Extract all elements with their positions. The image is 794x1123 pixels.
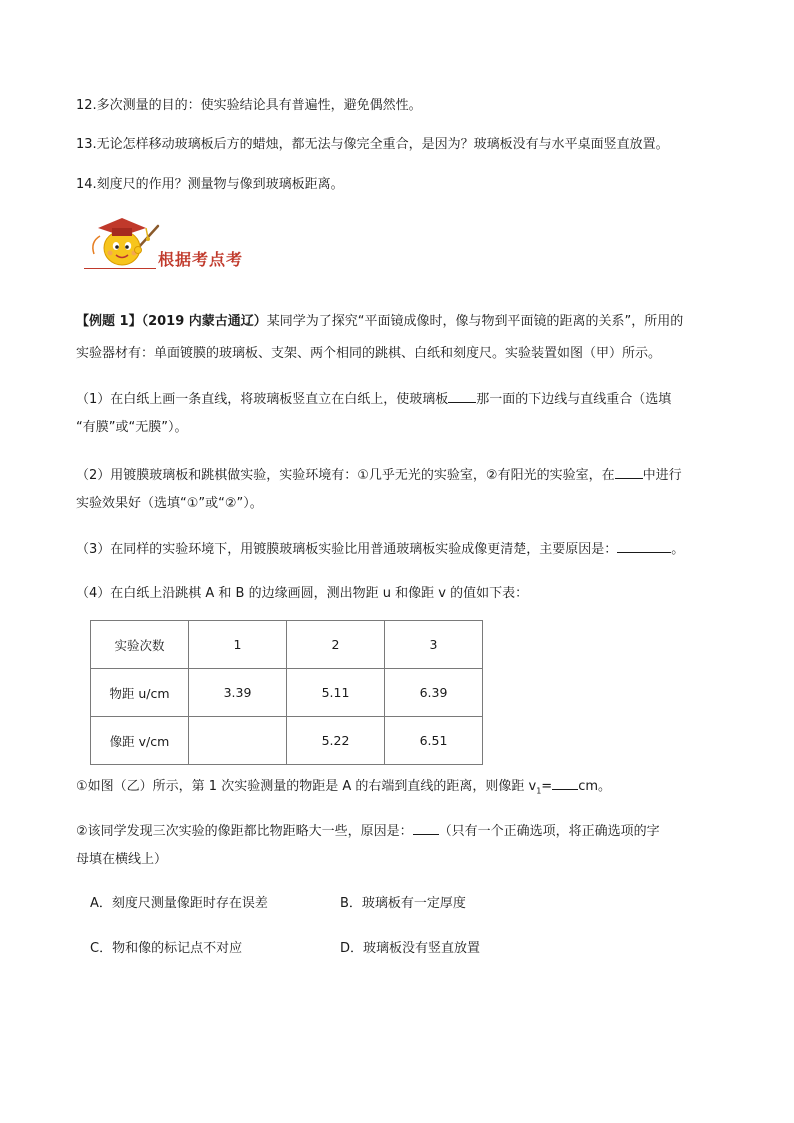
question-2-line-2: 实验效果好（选填“①”或“②”）。 [76,496,263,511]
table-cell: 6.51 [385,717,483,765]
example-intro-line-2: 实验器材有：单面镀膜的玻璃板、支架、两个相同的跳棋、白纸和刻度尺。实验装置如图（甲）所示。 [76,346,662,361]
option-d: D．玻璃板没有竖直放置 [340,941,481,956]
note-12: 12.多次测量的目的：使实验结论具有普遍性，避免偶然性。 [76,98,422,113]
question-1-text-b: 那一面的下边线与直线重合（选填 [476,392,672,407]
table-header-cell: 实验次数 [91,621,189,669]
table-cell [189,717,287,765]
subquestion-2-blank [413,821,439,835]
subquestion-2-line-2: 母填在横线上） [76,852,168,867]
question-2-blank [615,465,643,479]
table-cell: 5.22 [287,717,385,765]
example-source: （2019 内蒙古通辽） [141,314,267,329]
section-title: 根据考点考 [158,250,244,269]
subquestion-2-text-b: （只有一个正确选项，将正确选项的字 [438,824,660,839]
subquestion-1-text-b: = [541,779,553,794]
question-2-line-1 [76,465,682,485]
example-tag: 【例题 1】 [76,314,142,329]
table-row-label: 像距 v/cm [91,717,189,765]
question-1-line-2: “有膜”或“无膜”）。 [76,420,188,435]
question-3-line [76,539,684,559]
question-3-text-b: 。 [671,542,685,557]
table-row [91,717,483,765]
question-1-text-a: （1）在白纸上画一条直线，将玻璃板竖直立在白纸上，使玻璃板 [76,392,449,407]
example-intro-1: 某同学为了探究“平面镜成像时，像与物到平面镜的距离的关系”，所用的 [266,314,684,329]
note-14: 14.刻度尺的作用？测量物与像到玻璃板距离。 [76,177,344,192]
subquestion-2-text-a: ②该同学发现三次实验的像距都比物距略大一些，原因是： [76,824,413,839]
table-row [91,669,483,717]
note-13: 13.无论怎样移动玻璃板后方的蜡烛，都无法与像完全重合，是因为？玻璃板没有与水平桌面竖直放置。 [76,137,669,152]
table-header-cell: 3 [385,621,483,669]
question-3-blank [617,539,671,553]
subquestion-1-text-c: cm。 [578,779,611,794]
table-header-cell: 2 [287,621,385,669]
subquestion-1-text-a: ①如图（乙）所示，第 1 次实验测量的物距是 A 的右端到直线的距离，则像距 v [76,779,537,794]
question-1-line-1 [76,389,671,409]
question-1-blank [448,389,476,403]
question-2-text-a: （2）用镀膜玻璃板和跳棋做实验，实验环境有：①几乎无光的实验室，②有阳光的实验室，在 [76,468,615,483]
table-header-row [91,621,483,669]
table-header-cell: 1 [189,621,287,669]
question-2-text-b: 中进行 [642,468,682,483]
table-cell: 5.11 [287,669,385,717]
table-cell: 6.39 [385,669,483,717]
option-b: B．玻璃板有一定厚度 [340,896,466,911]
table-row-label: 物距 u/cm [91,669,189,717]
table-cell: 3.39 [189,669,287,717]
question-3-text-a: （3）在同样的实验环境下，用镀膜玻璃板实验比用普通玻璃板实验成像更清楚，主要原因是： [76,542,618,557]
subquestion-1-line [76,776,611,801]
section-divider [84,268,156,269]
option-a: A．刻度尺测量像距时存在误差 [90,896,268,911]
subquestion-2-line-1 [76,821,660,841]
example-intro-line-1 [76,313,683,331]
measurement-table [90,620,483,765]
subquestion-1-subscript: 1 [536,786,542,796]
question-4-line: （4）在白纸上沿跳棋 A 和 B 的边缘画圆，测出物距 u 和像距 v 的值如下表： [76,586,529,601]
option-c: C．物和像的标记点不对应 [90,941,243,956]
subquestion-1-blank [552,776,578,790]
